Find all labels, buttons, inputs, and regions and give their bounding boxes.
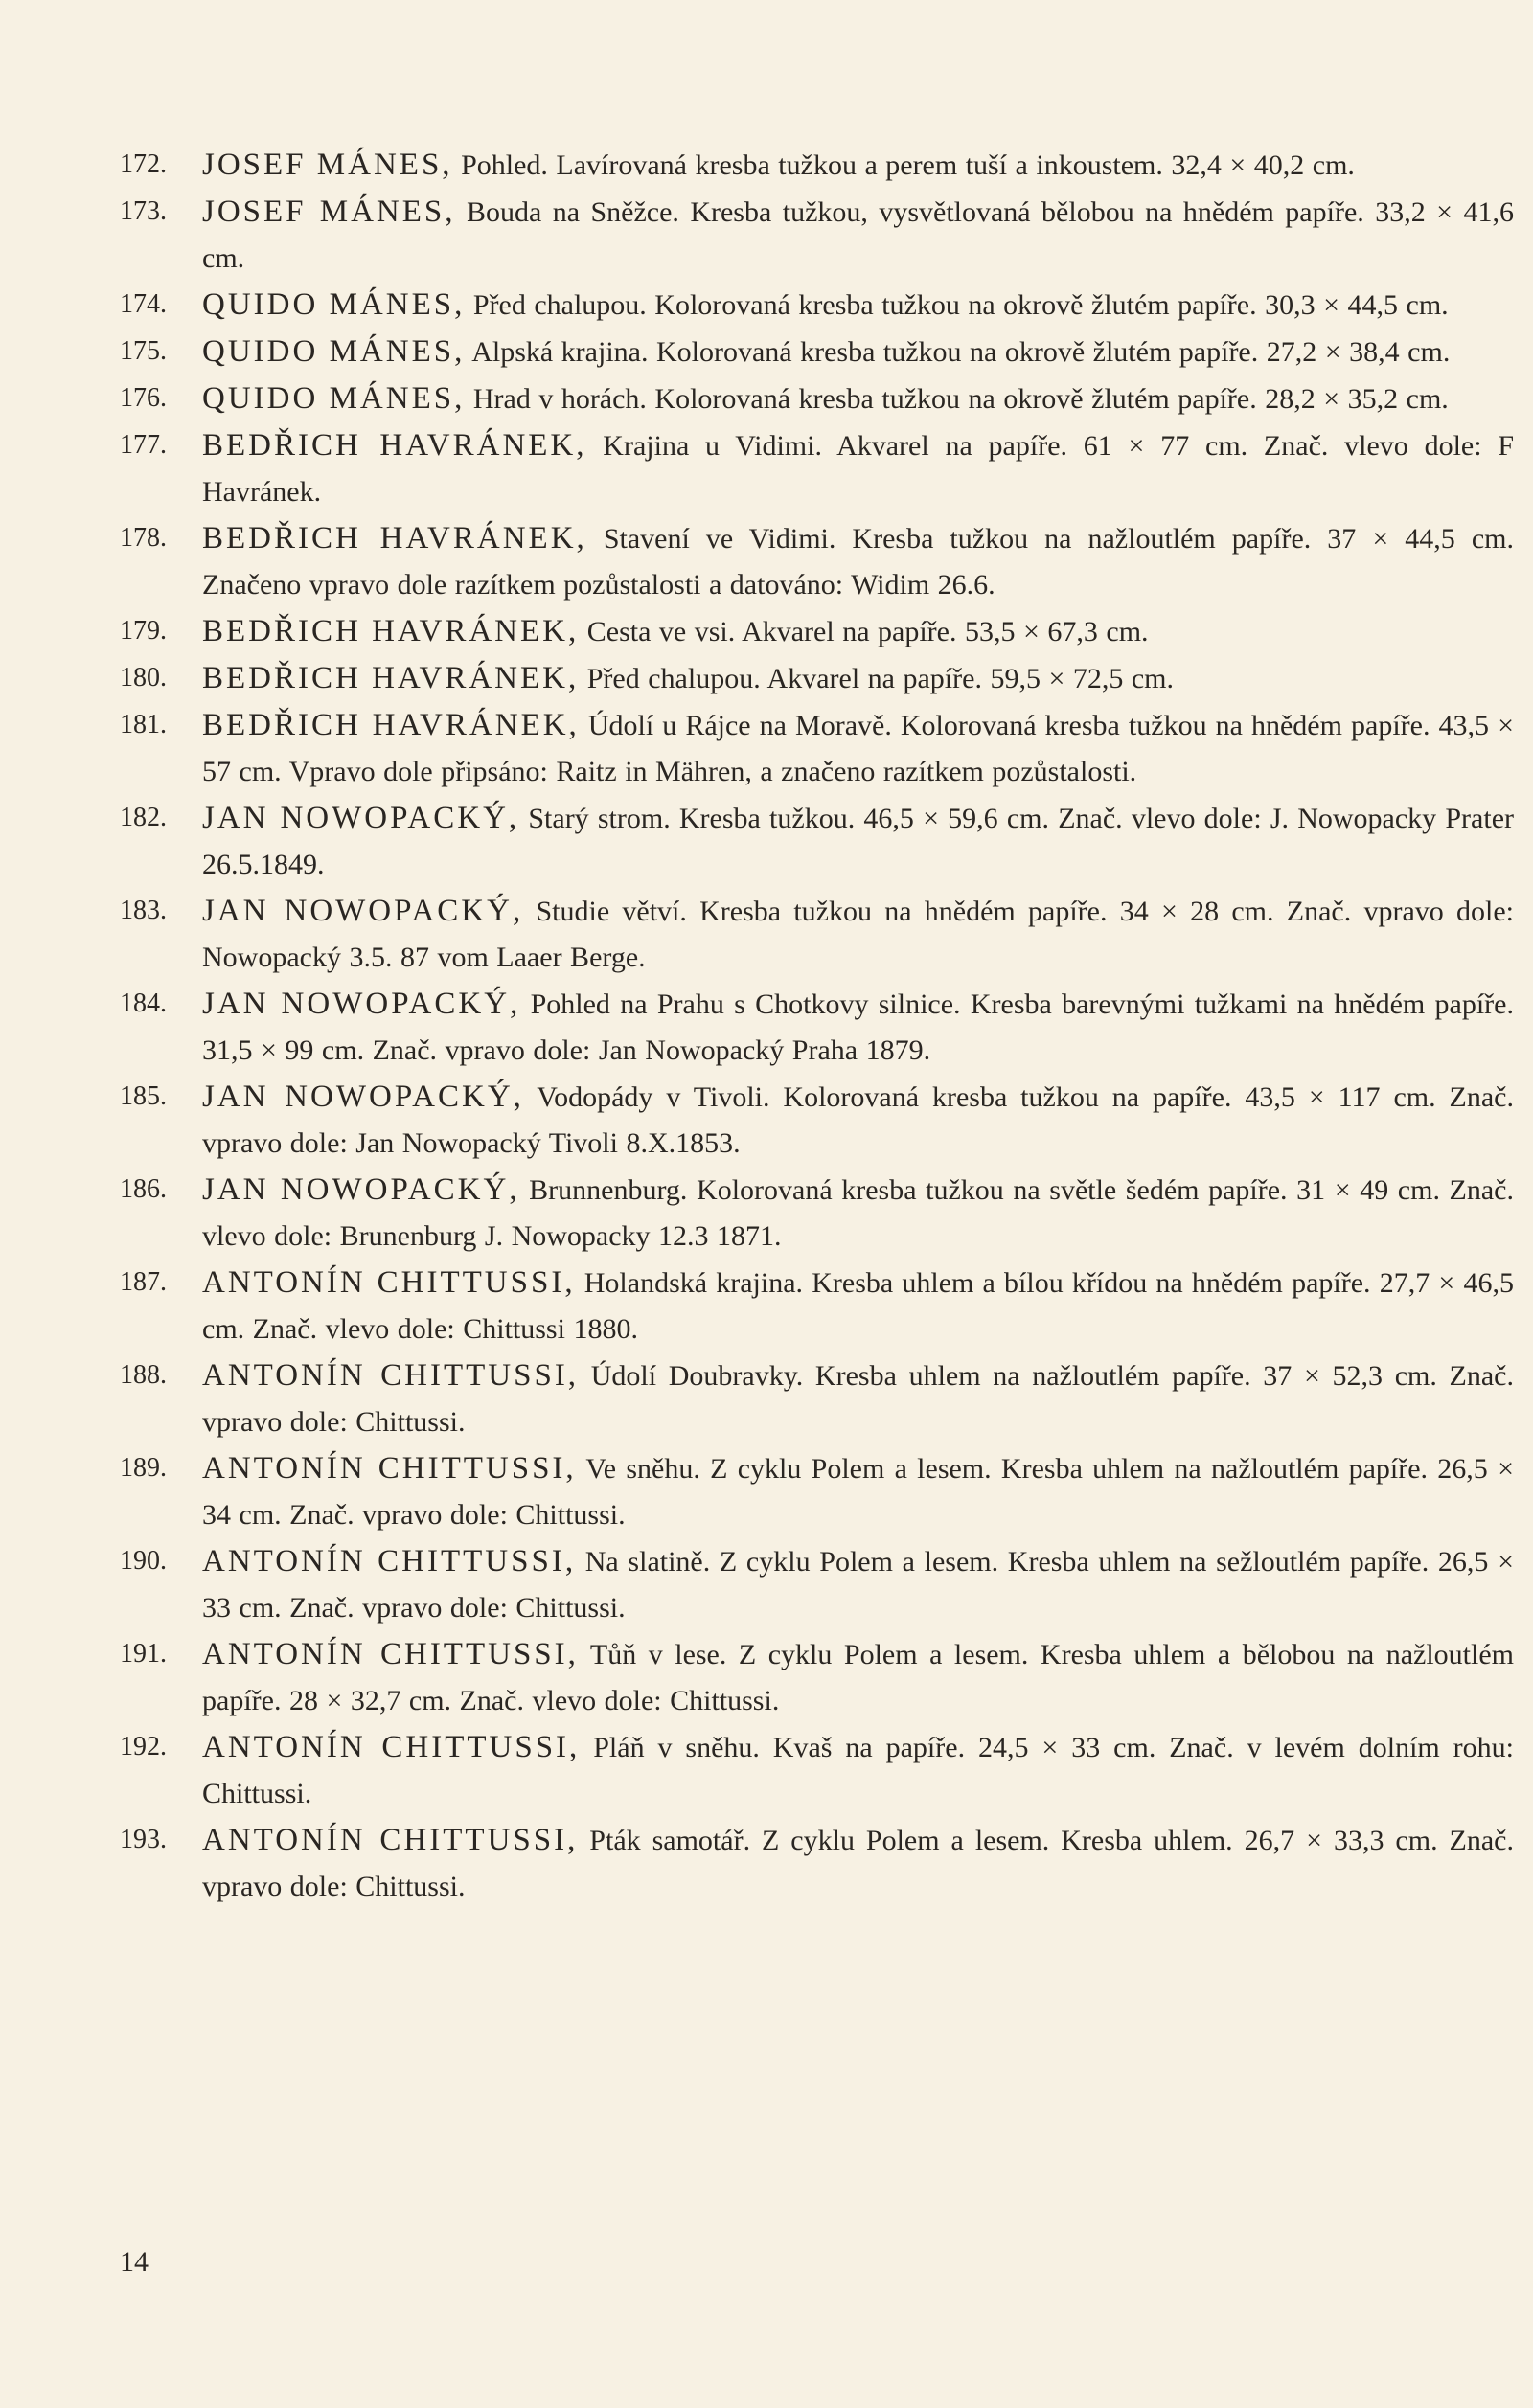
entry-number: 192. [120, 1732, 167, 1761]
catalog-entry [120, 888, 1514, 981]
entry-number: 184. [120, 988, 167, 1018]
entry-number: 190. [120, 1546, 167, 1576]
catalog-entry [120, 655, 1514, 702]
catalog-entry [120, 1167, 1514, 1260]
entry-description: Ve sněhu. Z cyklu Polem a lesem. Kresba uhlem na nažloutlém papíře. 26,5 × 34 cm. Znač. vpravo dole: Chittussi. [202, 1453, 1514, 1531]
entry-number: 187. [120, 1267, 167, 1297]
entry-artist: ANTONÍN CHITTUSSI, [202, 1544, 577, 1579]
entry-artist: JAN NOWOPACKÝ, [202, 1079, 524, 1114]
catalog-entry [120, 329, 1514, 375]
entry-number: 175. [120, 336, 167, 366]
entry-description: Stavení ve Vidimi. Kresba tužkou na nažloutlém papíře. 37 × 44,5 cm. Značeno vpravo dole razítkem pozůstalosti a datováno: Widim 26.6. [202, 523, 1515, 601]
entry-number: 183. [120, 896, 167, 925]
catalog-entry [120, 981, 1514, 1074]
catalog-entry [120, 1538, 1514, 1631]
entry-number: 178. [120, 523, 167, 553]
entry-description: Před chalupou. Akvarel na papíře. 59,5 × 72,5 cm. [579, 663, 1175, 694]
catalog-entry [120, 142, 1514, 189]
catalog-entry [120, 1260, 1514, 1352]
entry-description: Alpská krajina. Kolorovaná kresba tužkou na okrově žlutém papíře. 27,2 × 38,4 cm. [465, 336, 1451, 368]
catalog-entry [120, 795, 1514, 888]
page-number: 14 [120, 2246, 149, 2278]
entry-artist: QUIDO MÁNES, [202, 381, 466, 416]
entry-number: 181. [120, 710, 167, 739]
entry-artist: ANTONÍN CHITTUSSI, [202, 1451, 577, 1486]
entry-number: 174. [120, 289, 167, 319]
entry-artist: JAN NOWOPACKÝ, [202, 1172, 520, 1207]
entry-description: Pohled. Lavírovaná kresba tužkou a perem tuší a inkoustem. 32,4 × 40,2 cm. [452, 149, 1355, 181]
catalog-entry [120, 1631, 1514, 1724]
entry-artist: BEDŘICH HAVRÁNEK, [202, 521, 587, 556]
entry-description: Cesta ve vsi. Akvarel na papíře. 53,5 × 67,3 cm. [579, 616, 1149, 647]
entry-artist: ANTONÍN CHITTUSSI, [202, 1637, 579, 1671]
entry-artist: JOSEF MÁNES, [202, 148, 453, 182]
entry-description: Pták samotář. Z cyklu Polem a lesem. Kresba uhlem. 26,7 × 33,3 cm. Znač. vpravo dole: Chittussi. [202, 1825, 1514, 1902]
entry-number: 180. [120, 663, 167, 693]
entry-description: Vodopády v Tivoli. Kolorovaná kresba tužkou na papíře. 43,5 × 117 cm. Znač. vpravo dole: Jan Nowopacký Tivoli 8.X.1853. [202, 1081, 1514, 1159]
entry-number: 172. [120, 149, 167, 179]
catalog-entry [120, 1445, 1514, 1538]
entry-artist: QUIDO MÁNES, [202, 334, 466, 369]
entry-description: Údolí Doubravky. Kresba uhlem na nažloutlém papíře. 37 × 52,3 cm. Znač. vpravo dole: Chittussi. [202, 1360, 1514, 1438]
entry-description: Údolí u Rájce na Moravě. Kolorovaná kresba tužkou na hnědém papíře. 43,5 × 57 cm. Vpravo dole připsáno: Raitz in Mähren, a značeno razítkem pozůstalosti. [202, 710, 1514, 787]
entry-description: Před chalupou. Kolorovaná kresba tužkou na okrově žlutém papíře. 30,3 × 44,5 cm. [465, 289, 1449, 321]
entry-number: 189. [120, 1453, 167, 1483]
entry-description: Hrad v horách. Kolorovaná kresba tužkou na okrově žlutém papíře. 28,2 × 35,2 cm. [465, 383, 1449, 415]
entry-artist: ANTONÍN CHITTUSSI, [202, 1823, 579, 1857]
catalog-entry [120, 1724, 1514, 1817]
catalog-entry [120, 375, 1514, 422]
entry-artist: QUIDO MÁNES, [202, 287, 466, 322]
catalog-entry [120, 608, 1514, 655]
entry-description: Studie větví. Kresba tužkou na hnědém papíře. 34 × 28 cm. Znač. vpravo dole: Nowopacký 3.5. 87 vom Laaer Berge. [202, 896, 1514, 973]
catalog-entry [120, 282, 1514, 329]
entry-description: Holandská krajina. Kresba uhlem a bílou křídou na hnědém papíře. 27,7 × 46,5 cm. Znač. vlevo dole: Chittussi 1880. [202, 1267, 1514, 1345]
catalog-entry [120, 1817, 1514, 1910]
entry-description: Brunnenburg. Kolorovaná kresba tužkou na světle šedém papíře. 31 × 49 cm. Znač. vlevo dole: Brunenburg J. Nowopacky 12.3 1871. [202, 1174, 1514, 1252]
catalog-entry [120, 1352, 1514, 1445]
entry-number: 186. [120, 1174, 167, 1204]
entry-description: Pohled na Prahu s Chotkovy silnice. Kresba barevnými tužkami na hnědém papíře. 31,5 × 99 cm. Znač. vpravo dole: Jan Nowopacký Praha 1879. [202, 988, 1514, 1066]
entry-artist: JAN NOWOPACKÝ, [202, 894, 524, 928]
entry-number: 176. [120, 383, 167, 413]
entry-description: Tůň v lese. Z cyklu Polem a lesem. Kresba uhlem a bělobou na nažloutlém papíře. 28 × 32,7 cm. Znač. vlevo dole: Chittussi. [202, 1639, 1514, 1716]
catalog-list [120, 142, 1514, 1910]
entry-description: Bouda na Sněžce. Kresba tužkou, vysvětlovaná bělobou na hnědém papíře. 33,2 × 41,6 cm. [202, 196, 1514, 274]
catalog-entry [120, 1074, 1514, 1167]
entry-description: Pláň v sněhu. Kvaš na papíře. 24,5 × 33 cm. Znač. v levém dolním rohu: Chittussi. [202, 1732, 1514, 1809]
catalog-entry [120, 189, 1514, 282]
entry-artist: ANTONÍN CHITTUSSI, [202, 1265, 576, 1300]
entry-description: Starý strom. Kresba tužkou. 46,5 × 59,6 cm. Znač. vlevo dole: J. Nowopacky Prater 26.5.1849. [202, 803, 1514, 880]
entry-artist: ANTONÍN CHITTUSSI, [202, 1730, 581, 1764]
entry-number: 179. [120, 616, 167, 646]
entry-artist: JOSEF MÁNES, [202, 194, 456, 229]
catalog-entry [120, 702, 1514, 795]
entry-number: 193. [120, 1825, 167, 1854]
entry-artist: ANTONÍN CHITTUSSI, [202, 1358, 580, 1393]
entry-artist: JAN NOWOPACKÝ, [202, 987, 521, 1021]
entry-artist: JAN NOWOPACKÝ, [202, 801, 520, 835]
entry-number: 173. [120, 196, 167, 226]
entry-description: Krajina u Vidimi. Akvarel na papíře. 61 × 77 cm. Znač. vlevo dole: F Havránek. [202, 430, 1515, 508]
entry-artist: BEDŘICH HAVRÁNEK, [202, 708, 580, 742]
entry-description: Na slatině. Z cyklu Polem a lesem. Kresba uhlem na sežloutlém papíře. 26,5 × 33 cm. Znač. vpravo dole: Chittussi. [202, 1546, 1514, 1624]
entry-artist: BEDŘICH HAVRÁNEK, [202, 661, 580, 695]
entry-number: 185. [120, 1081, 167, 1111]
entry-number: 191. [120, 1639, 167, 1669]
catalog-entry [120, 422, 1514, 515]
catalog-entry [120, 515, 1514, 608]
entry-number: 177. [120, 430, 167, 460]
entry-artist: BEDŘICH HAVRÁNEK, [202, 428, 587, 463]
entry-artist: BEDŘICH HAVRÁNEK, [202, 614, 580, 648]
entry-number: 182. [120, 803, 167, 832]
entry-number: 188. [120, 1360, 167, 1390]
